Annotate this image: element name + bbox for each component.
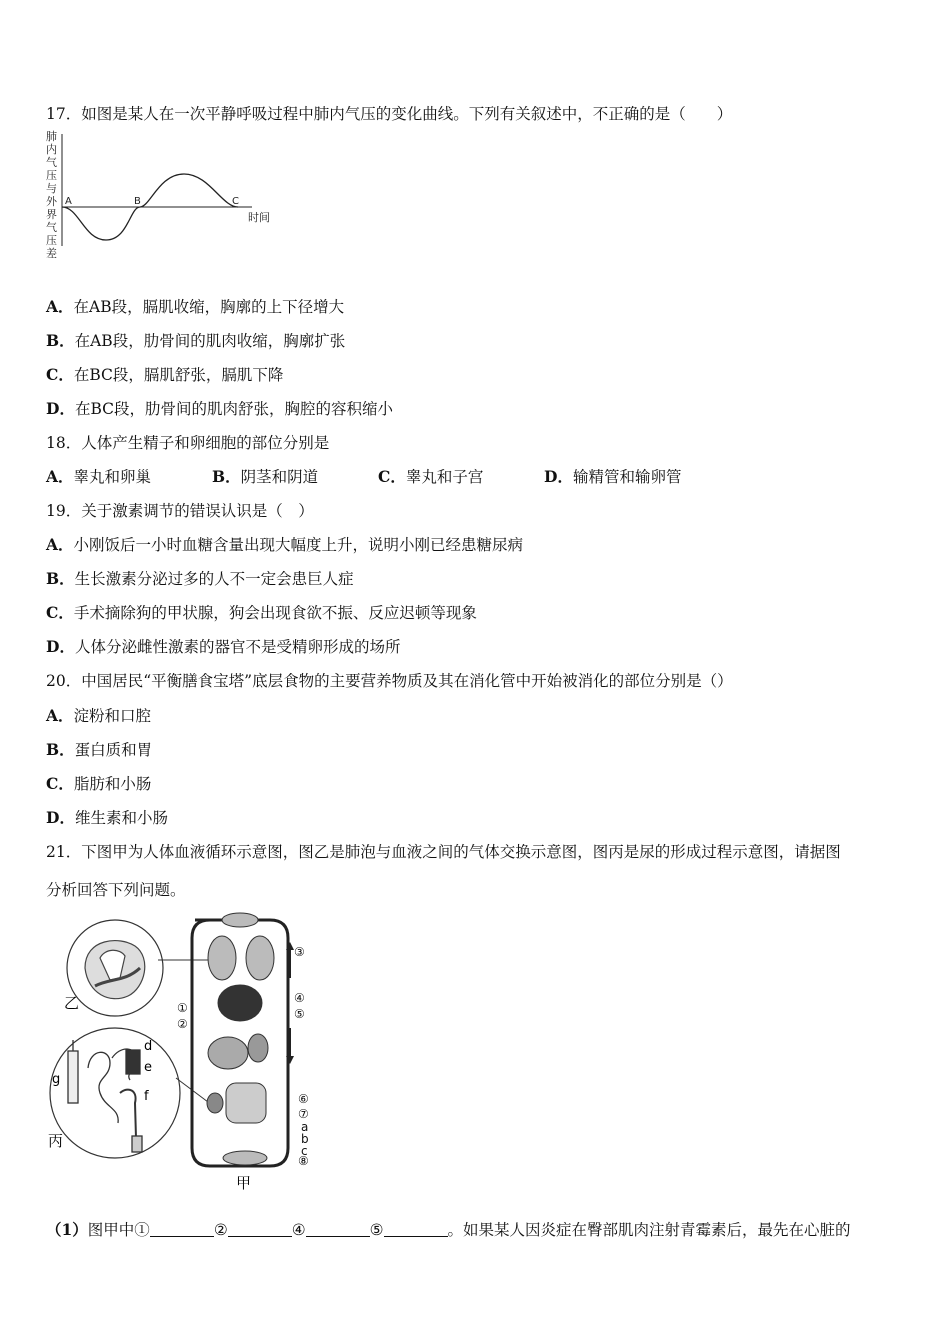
q21-stem-line1: 21．下图甲为人体血液循环示意图，图乙是肺泡与血液之间的气体交换示意图，图丙是尿的形成过程示意图，请据图 [46, 843, 841, 861]
label-n6: ⑥ [298, 1092, 309, 1106]
figure-bing-label: 丙 [48, 1132, 64, 1150]
label-n2: ② [177, 1017, 188, 1031]
label-n1: ① [177, 1001, 188, 1015]
label-n8: ⑧ [298, 1154, 309, 1168]
label-c: c [301, 1144, 308, 1158]
q19-option-d: D．人体分泌雌性激素的器官不是受精卵形成的场所 [46, 637, 401, 656]
figure-jia-label: 甲 [236, 1174, 252, 1192]
graph-point-a: A [65, 196, 72, 207]
graph-ylabel-text: 肺内气压与外界气压差 [46, 130, 57, 260]
label-a: a [301, 1120, 309, 1134]
label-f: f [144, 1089, 149, 1104]
graph-xlabel: 时间 [248, 211, 270, 224]
nephron-drawing [68, 1040, 142, 1152]
label-n7: ⑦ [298, 1107, 309, 1121]
q20-option-b: B．蛋白质和胃 [46, 740, 153, 759]
q20-option-d: D．维生素和小肠 [46, 808, 168, 827]
q17-stem: 17．如图是某人在一次平静呼吸过程中肺内气压的变化曲线。下列有关叙述中，不正确的是（ ） [46, 105, 733, 123]
graph-point-c: C [232, 196, 239, 207]
q18-option-b: B．阴茎和阴道 [212, 467, 319, 486]
q18-options [46, 465, 681, 487]
q21-sub1: （1）图甲中① ② ④ ⑤ 。如果某人因炎症在臀部肌肉注射青霉素后，最先在心脏的 [46, 1220, 851, 1239]
organ-drawings [207, 913, 274, 1165]
label-n4: ④ [294, 991, 305, 1005]
q19-stem: 19．关于激素调节的错误认识是（ ） [46, 502, 314, 520]
q17-option-c: C．在BC段，膈肌舒张，膈肌下降 [46, 365, 284, 384]
q18-option-c: C．睾丸和子宫 [378, 467, 484, 486]
label-g: g [52, 1072, 61, 1087]
q19-option-a: A．小刚饭后一小时血糖含量出现大幅度上升，说明小刚已经患糖尿病 [46, 535, 524, 554]
label-n5: ⑤ [294, 1007, 305, 1021]
graph-ylabel [46, 129, 58, 260]
q21-stem-line2: 分析回答下列问题。 [46, 881, 186, 899]
circulation-figure [40, 908, 330, 1198]
q17-option-d: D．在BC段，肋骨间的肌肉舒张，胸腔的容积缩小 [46, 399, 393, 418]
q18-stem: 18．人体产生精子和卵细胞的部位分别是 [46, 434, 330, 452]
q20-stem: 20．中国居民“平衡膳食宝塔”底层食物的主要营养物质及其在消化管中开始被消化的部位分别是（） [46, 672, 733, 690]
figure-yi-label: 乙 [64, 994, 80, 1012]
label-d: d [144, 1039, 153, 1054]
q17-option-a: A．在AB段，膈肌收缩，胸廓的上下径增大 [46, 297, 345, 316]
q19-option-c: C．手术摘除狗的甲状腺，狗会出现食欲不振、反应迟顿等现象 [46, 603, 477, 622]
label-b: b [301, 1132, 309, 1146]
q19-option-b: B．生长激素分泌过多的人不一定会患巨人症 [46, 569, 354, 588]
label-n3: ③ [294, 945, 305, 959]
graph-point-b: B [134, 196, 141, 207]
q18-option-a: A．睾丸和卵巢 [46, 467, 152, 486]
q20-option-a: A．淀粉和口腔 [46, 706, 152, 725]
q17-option-b: B．在AB段，肋骨间的肌肉收缩，胸廓扩张 [46, 331, 346, 350]
label-e: e [144, 1060, 152, 1075]
alveolus-drawing [85, 941, 145, 999]
q18-option-d: D．输精管和输卵管 [544, 467, 682, 486]
q17-pressure-graph [44, 128, 284, 278]
q20-option-c: C．脂肪和小肠 [46, 774, 152, 793]
